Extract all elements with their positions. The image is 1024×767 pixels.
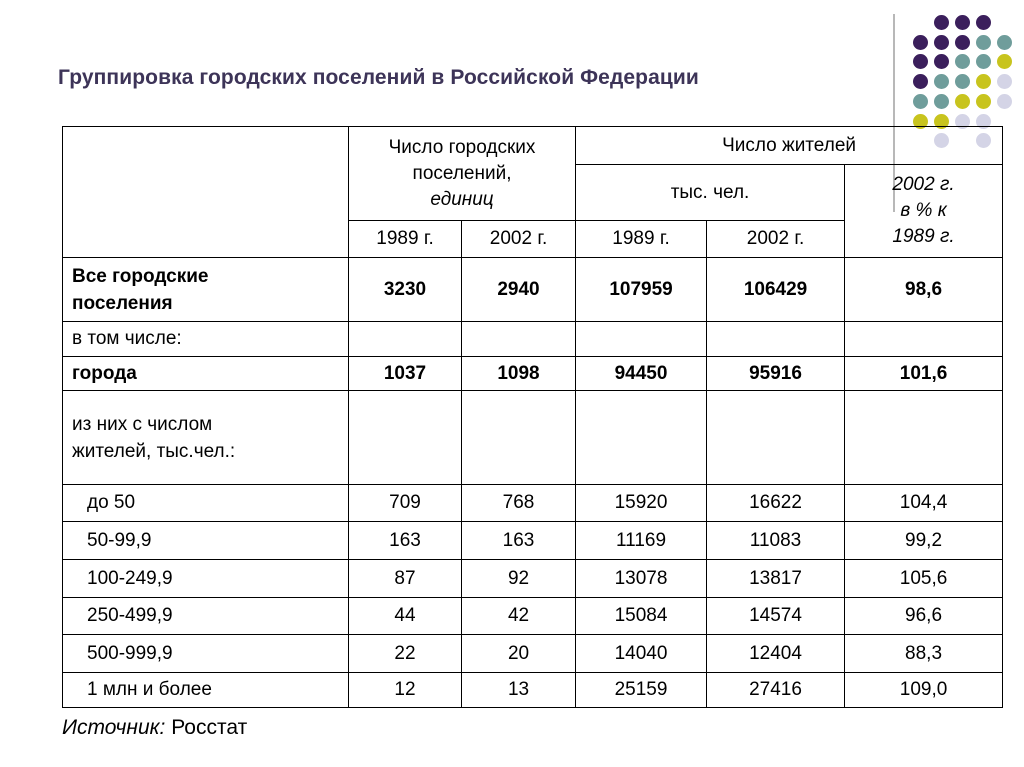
cell-pct: 105,6 [845,560,1003,598]
row-label: до 50 [63,485,349,522]
header-residents: Число жителей [576,127,1003,165]
cell-c1989: 87 [349,560,462,598]
decorative-dot [934,94,949,109]
decorative-dot [955,94,970,109]
page-title: Группировка городских поселений в Российской Федерации [58,66,699,89]
decorative-dot [976,35,991,50]
header-settlement-count [349,127,576,221]
table-row [63,560,1003,598]
decorative-dot [955,54,970,69]
cell-p1989: 94450 [576,357,707,391]
row-label: Все городские поселения [63,258,349,322]
table-row [63,391,1003,485]
row-label: 1 млн и более [63,673,349,708]
cell-p2002 [707,391,845,485]
cell-c2002: 1098 [462,357,576,391]
cell-p1989: 107959 [576,258,707,322]
decorative-dot [997,35,1012,50]
row-label: в том числе: [63,322,349,357]
cell-c1989: 12 [349,673,462,708]
cell-pct [845,322,1003,357]
cell-p1989: 15920 [576,485,707,522]
cell-c2002 [462,322,576,357]
settlements-table [62,126,1003,708]
decorative-dot [976,94,991,109]
cell-c1989: 1037 [349,357,462,391]
cell-pct: 96,6 [845,598,1003,635]
row-label: города [63,357,349,391]
decorative-dot [997,54,1012,69]
header-count-unit: единиц [430,188,494,210]
row-label: 500-999,9 [63,635,349,673]
decorative-dot [913,94,928,109]
decorative-dot [934,74,949,89]
table-row [63,598,1003,635]
table-row [63,635,1003,673]
header-percent-line3: 1989 г. [892,226,955,247]
cell-pct: 99,2 [845,522,1003,560]
cell-c1989: 3230 [349,258,462,322]
source-label: Источник: [62,716,166,739]
table-body [63,258,1003,708]
cell-c2002: 92 [462,560,576,598]
cell-pct: 88,3 [845,635,1003,673]
cell-p2002: 13817 [707,560,845,598]
cell-p1989: 13078 [576,560,707,598]
row-label: из них с числом жителей, тыс.чел.: [63,391,349,485]
decorative-dot [934,15,949,30]
cell-p1989: 11169 [576,522,707,560]
table-row [63,485,1003,522]
source-note [62,716,247,740]
header-year-count-1989: 1989 г. [349,221,462,258]
row-label: 100-249,9 [63,560,349,598]
decorative-dot [955,74,970,89]
cell-c2002 [462,391,576,485]
cell-pct: 101,6 [845,357,1003,391]
cell-p1989 [576,322,707,357]
cell-c1989: 709 [349,485,462,522]
decorative-dot [955,15,970,30]
cell-c1989: 44 [349,598,462,635]
cell-p1989: 14040 [576,635,707,673]
header-percent [845,165,1003,258]
cell-c2002: 768 [462,485,576,522]
decorative-dot [913,74,928,89]
decorative-dot [934,35,949,50]
cell-p2002: 14574 [707,598,845,635]
header-percent-line1: 2002 г. [892,174,955,195]
header-year-pop-2002: 2002 г. [707,221,845,258]
cell-c2002: 163 [462,522,576,560]
decorative-dot [913,54,928,69]
row-label: 250-499,9 [63,598,349,635]
cell-c2002: 20 [462,635,576,673]
cell-p2002: 95916 [707,357,845,391]
decorative-dot [997,74,1012,89]
cell-p2002 [707,322,845,357]
table-row [63,322,1003,357]
cell-c1989 [349,391,462,485]
decorative-dot [913,35,928,50]
header-year-pop-1989: 1989 г. [576,221,707,258]
row-label: 50-99,9 [63,522,349,560]
table-row [63,522,1003,560]
cell-p2002: 11083 [707,522,845,560]
decorative-dot [955,35,970,50]
table-row [63,673,1003,708]
cell-pct: 98,6 [845,258,1003,322]
cell-c1989: 163 [349,522,462,560]
decorative-dot [976,74,991,89]
decorative-dot [997,94,1012,109]
cell-p2002: 106429 [707,258,845,322]
cell-c2002: 2940 [462,258,576,322]
source-value: Росстат [171,716,248,739]
decorative-dot [976,15,991,30]
cell-pct: 104,4 [845,485,1003,522]
header-year-count-2002: 2002 г. [462,221,576,258]
cell-p2002: 16622 [707,485,845,522]
header-count-label: Число городских поселений, [388,136,536,184]
cell-pct: 109,0 [845,673,1003,708]
cell-pct [845,391,1003,485]
cell-c1989 [349,322,462,357]
cell-p2002: 12404 [707,635,845,673]
cell-c2002: 13 [462,673,576,708]
cell-c1989: 22 [349,635,462,673]
cell-p1989: 15084 [576,598,707,635]
decorative-dot [976,54,991,69]
cell-p1989 [576,391,707,485]
header-empty-cell [63,127,349,258]
header-percent-line2: в % к [900,200,947,221]
decorative-dot [934,54,949,69]
table-row [63,357,1003,391]
cell-p2002: 27416 [707,673,845,708]
table-row [63,258,1003,322]
header-thousand-people: тыс. чел. [576,165,845,221]
cell-c2002: 42 [462,598,576,635]
cell-p1989: 25159 [576,673,707,708]
